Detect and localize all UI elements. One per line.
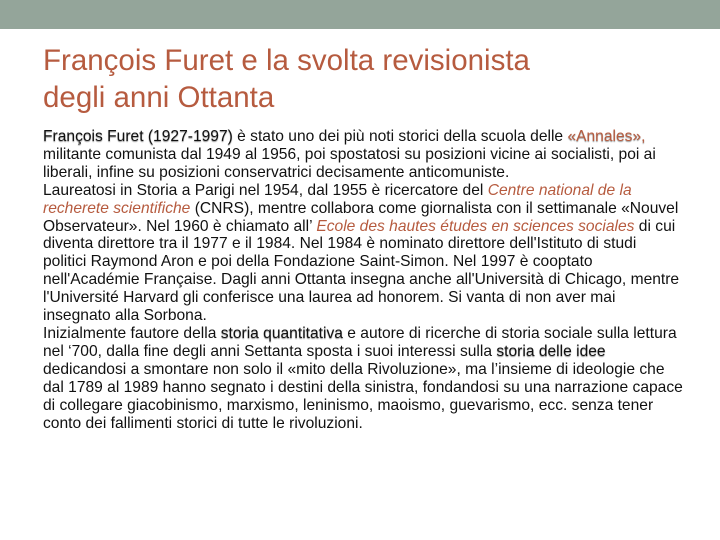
ecole-name: Ecole des hautes études en sciences sociales <box>316 217 635 235</box>
annales-highlight: «Annales», <box>567 128 646 145</box>
paragraph-text: di cui diventa direttore tra il 1977 e il 1984. Nel 1984 è nominato direttore dell'Istituto di studi politici Raymond Aron e poi della Fondazione Saint-Simon. Nel 1997 è cooptato nell'Académie Française. Dagli anni Ottanta insegna anche all'Università di Chicago, mentre l'Université Harvard gli conferisce una laurea ad honorem. Si vanta di non aver mai insegnato alla Sorbona. <box>43 217 680 325</box>
life-dates: (1927-1997) <box>143 128 233 145</box>
paragraph-text: (CNRS), mentre collabora come giornalista con il settimanale «Nouvel Observateur». Nel 1960 è chiamato all’ <box>43 199 679 235</box>
quantitative-history-highlight: storia quantitativa <box>220 324 343 342</box>
paragraph-text: e autore di ricerche di storia sociale sulla lettura nel ‘700, dalla fine degli anni Settanta sposta i suoi interessi sulla <box>43 324 677 360</box>
title-line-1: François Furet e la svolta revisionista <box>43 44 530 77</box>
paragraph-text: Inizialmente fautore della <box>43 324 221 342</box>
paragraph-career <box>43 182 683 325</box>
paragraph-text: è stato uno dei più noti storici della scuola delle <box>232 128 568 145</box>
paragraph-text: Laureatosi in Storia a Parigi nel 1954, dal 1955 è ricercatore del <box>43 181 488 199</box>
title-line-2: degli anni Ottanta <box>43 81 275 114</box>
cnrs-name: Centre national de la recherete scientifiche <box>43 181 632 217</box>
paragraph-research <box>43 325 683 432</box>
slide-title <box>43 42 693 116</box>
history-of-ideas-highlight: storia delle idee <box>496 342 606 360</box>
top-decorative-band <box>0 0 720 29</box>
slide-body <box>43 128 683 432</box>
paragraph-biography <box>43 128 683 182</box>
paragraph-text: militante comunista dal 1949 al 1956, poi spostatosi su posizioni vicine ai socialisti, poi ai liberali, infine su posizioni conservatrici decisamente anticomuniste. <box>43 145 656 181</box>
paragraph-text: dedicandosi a smontare non solo il «mito della Rivoluzione», ma l’insieme di ideologie che dal 1789 al 1989 hanno segnato i destini della sinistra, fondandosi su una narrazione capace di collegare giacobinismo, marxismo, leninismo, maoismo, guevarismo, ecc. senza tener conto dei fallimenti storici di tutte le rivoluzioni. <box>43 360 683 432</box>
person-name: François Furet <box>43 128 144 145</box>
